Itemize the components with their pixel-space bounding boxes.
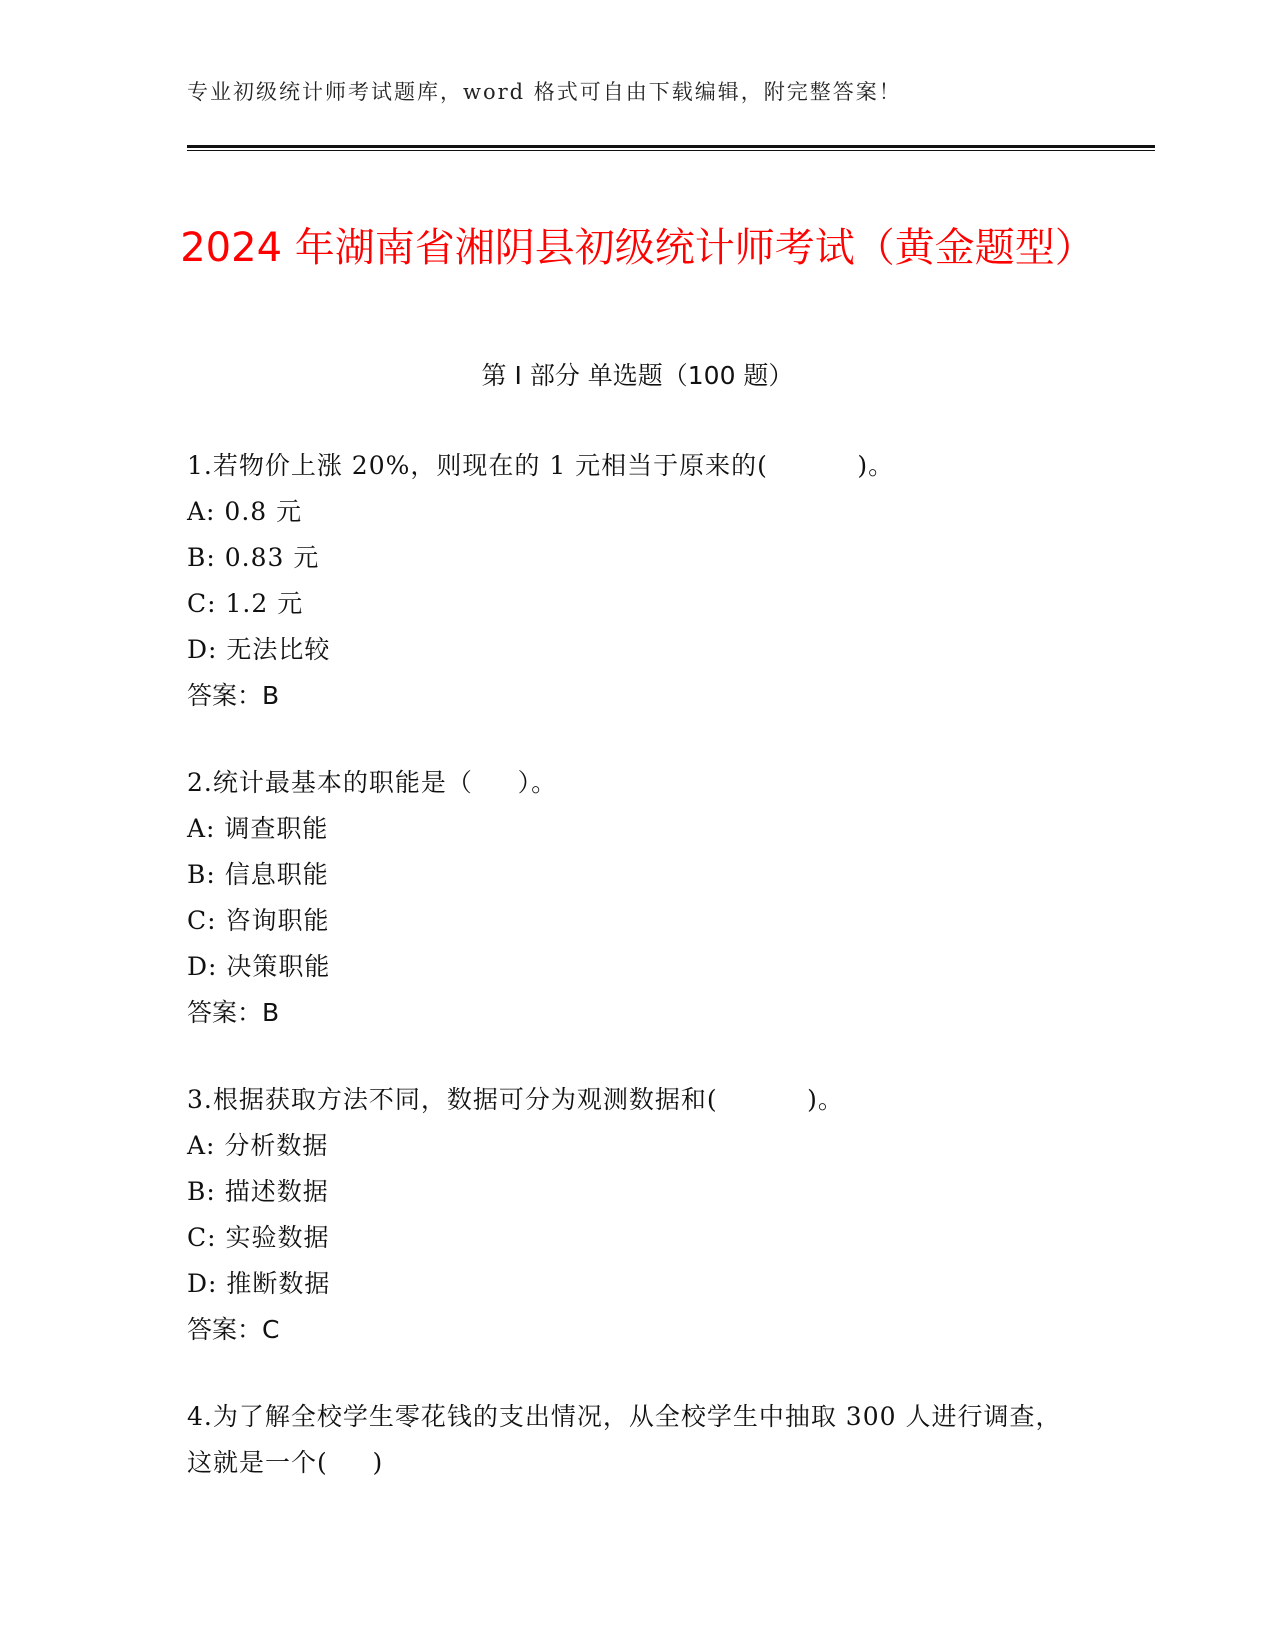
answer: 答案：B: [187, 998, 280, 1027]
option-b: B: 描述数据: [187, 1177, 329, 1206]
option-c: C: 咨询职能: [187, 906, 330, 935]
option-b: B: 0.83 元: [187, 543, 320, 572]
header-rule-thin: [187, 150, 1155, 151]
question-2: [187, 760, 1067, 1036]
header-note: 专业初级统计师考试题库，word 格式可自由下载编辑，附完整答案！: [187, 80, 902, 104]
page-title: 2024 年湖南省湘阴县初级统计师考试（黄金题型）: [180, 224, 1095, 271]
answer: 答案：C: [187, 1315, 280, 1344]
question-stem: 4.为了解全校学生零花钱的支出情况，从全校学生中抽取 300 人进行调查，这就是一个( ): [187, 1402, 1062, 1477]
option-a: A: 分析数据: [187, 1131, 329, 1160]
question-stem: 2.统计最基本的职能是（ ）。: [187, 768, 558, 797]
question-list: [187, 443, 1067, 1527]
question-1: [187, 443, 1067, 719]
option-c: C: 1.2 元: [187, 589, 304, 618]
question-stem: 1.若物价上涨 20%，则现在的 1 元相当于原来的( )。: [187, 451, 895, 480]
option-a: A: 0.8 元: [187, 497, 303, 526]
header-rule: [187, 145, 1155, 148]
option-a: A: 调查职能: [187, 814, 329, 843]
answer: 答案：B: [187, 681, 280, 710]
option-d: D: 决策职能: [187, 952, 331, 981]
option-c: C: 实验数据: [187, 1223, 330, 1252]
question-4: [187, 1394, 1067, 1486]
question-3: [187, 1077, 1067, 1353]
option-d: D: 推断数据: [187, 1269, 331, 1298]
question-stem: 3.根据获取方法不同，数据可分为观测数据和( )。: [187, 1085, 844, 1114]
option-b: B: 信息职能: [187, 860, 329, 889]
section-heading: 第 I 部分 单选题（100 题）: [481, 361, 794, 390]
option-d: D: 无法比较: [187, 635, 331, 664]
